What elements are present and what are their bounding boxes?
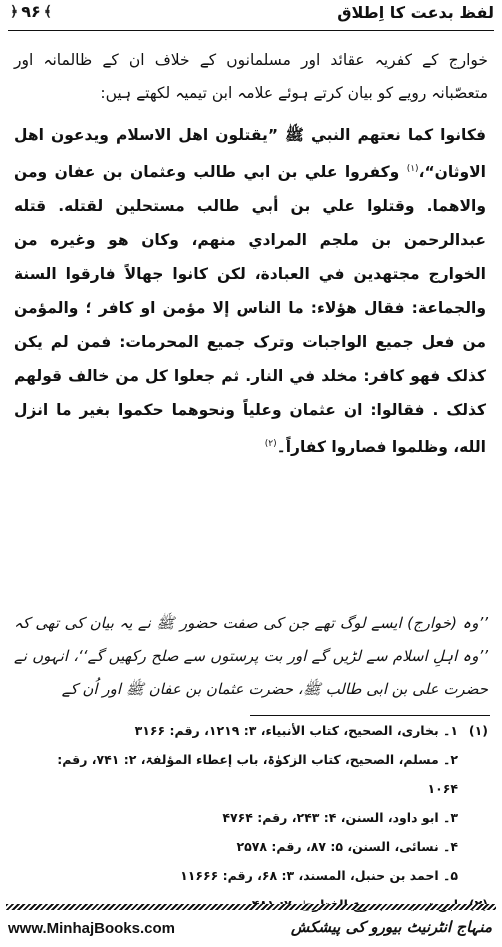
footnote-text: ۵۔ احمد بن حنبل، المسند، ۳: ۶۸، رقم: ۱۱۶۶۶ <box>180 868 458 883</box>
footnote-number: (۱) <box>468 723 488 738</box>
arabic-text-part2: وكفروا علي بن ابي طالب وعثمان بن عفان ومن والاهما. وقتلوا علي بن أبي طالب مستحلين لقتله. قتله عبدالرحمن بن ملجم المرادي منهم، وكان هو وغيره من الخوارج مجتهدين في العبادة، لكن كانوا جهالاً فارقوا السنة والجماعة: فقال هؤلاء: ما الناس إلا مؤمن او كافر ؛ والمؤمن من فعل جميع الواجبات وترک جميع المحرمات: فمن لم يكن كذلک فهو كافر: مخلد في النار. ثم جعلوا كل من خالف قولهم كذلک . فقالوا: ان عثمان وعلياً ونحوهما حكموا بغير ما انزل الله، وظلموا فصاروا كفاراً۔ <box>14 163 486 457</box>
page-header <box>0 0 502 40</box>
arabic-text-part1: فكانوا كما نعتهم النبي ﷺ ”يقتلون اهل الاسلام ويدعون اهل الاوثان“، <box>14 126 486 182</box>
publisher-credit: منہاج انٹرنیٹ بیورو کی پیشکش <box>290 918 492 936</box>
page-number-value: ۹۶ <box>21 2 41 21</box>
footnote <box>14 716 488 745</box>
footnote-ref-1[interactable]: (۱) <box>406 164 419 174</box>
header-divider <box>8 30 494 31</box>
footnote <box>14 861 488 890</box>
footnote-ref-2[interactable]: (۲) <box>264 439 277 450</box>
footnote-text: ۲۔ مسلم، الصحیح، کتاب الزکوٰۃ، باب إعطاء المؤلفۃ، ۲: ۷۴۱، رقم: <box>57 752 458 767</box>
page-ornament-right-icon: ﴾ <box>43 3 52 20</box>
footnote-text: ۴۔ نسائی، السنن، ۵: ۸۷، رقم: ۲۵۷۸ <box>236 839 458 854</box>
footnote-text: ۱۰۶۴ <box>427 781 458 796</box>
footnote <box>14 803 488 832</box>
intro-paragraph: خوارج کے کفریہ عقائد اور مسلمانوں کے خلاف ان کے ظالمانہ اور متعصّبانہ رویے کو بیان کرتے ہوئے علامہ ابن تیمیہ لکھتے ہیں: <box>14 51 488 102</box>
website-link[interactable]: www.MinhajBooks.com <box>8 920 175 937</box>
footnote <box>14 832 488 861</box>
page-number <box>10 2 52 21</box>
footnote-continuation <box>14 774 488 803</box>
urdu-translation: ’’وہ (خوارج) ایسے لوگ تھے جن کی صفت حضور ﷺ نے یہ بیان کی تھی کہ ’’وہ اہلِ اسلام سے لڑیں گے اور بت پرستوں سے صلح رکھیں گے‘‘، انہوں نے حضرت علی بن ابی طالب ﷺ، حضرت عثمان بن عفان ﷺ اور اُن کے <box>14 614 488 698</box>
footnote-text: ۱۔ بخاری، الصحیح، کتاب الأنبیاء، ۳: ۱۲۱۹، رقم: ۳۱۶۶ <box>134 723 458 738</box>
footnotes <box>14 716 488 919</box>
footer-divider <box>6 904 496 910</box>
arabic-quotation <box>14 118 486 464</box>
footnote-text: ۳۔ ابو داود، السنن، ۴: ۲۴۳، رقم: ۴۷۶۴ <box>222 810 458 825</box>
running-title: لفظ بدعت کا اِطلاق <box>337 3 494 22</box>
page-footer <box>0 912 502 947</box>
page-ornament-left-icon: ﴿ <box>10 3 19 20</box>
footnote <box>14 745 488 774</box>
